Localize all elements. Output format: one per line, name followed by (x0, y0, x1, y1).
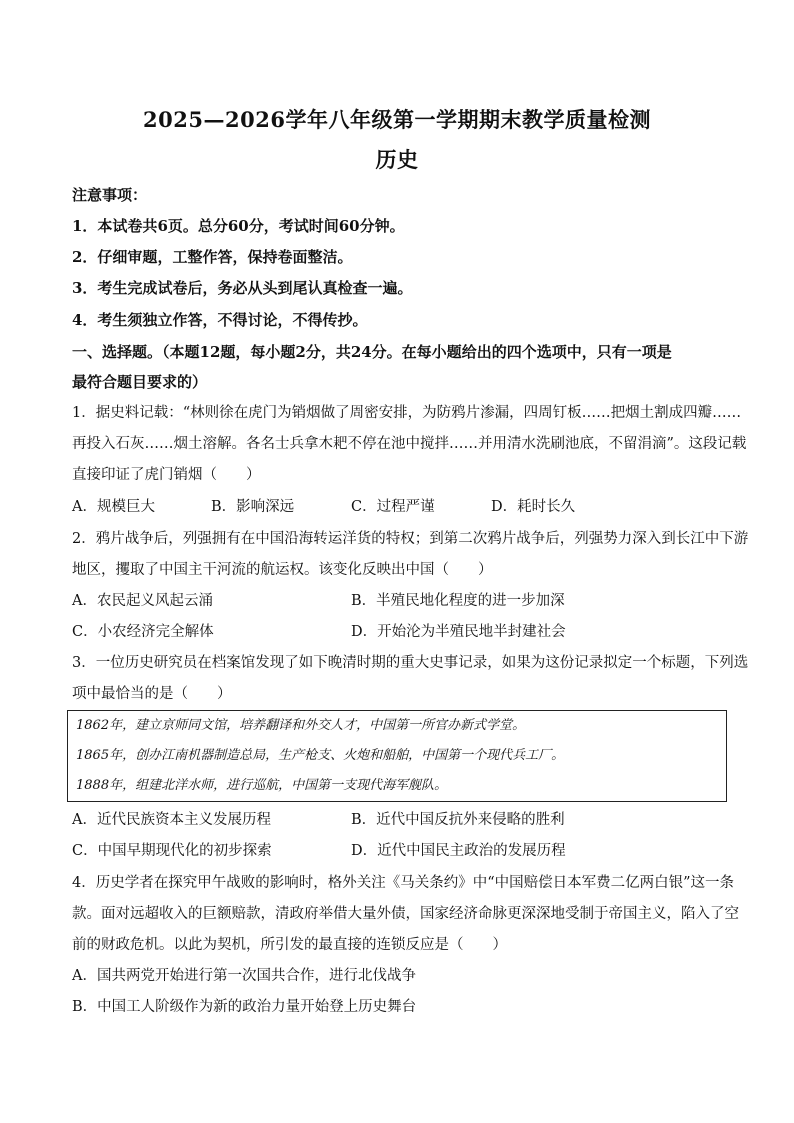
question-3-option-c[interactable]: C．中国早期现代化的初步探索 (72, 843, 272, 859)
question-2-text: 2．鸦片战争后，列强拥有在中国沿海转运洋货的特权；到第二次鸦片战争后，列强势力深入到长江中下游 (72, 531, 749, 547)
notice-item: 3．考生完成试卷后，务必从头到尾认真检查一遍。 (72, 279, 413, 297)
question-4-option-a[interactable]: A．国共两党开始进行第一次国共合作，进行北伐战争 (72, 968, 416, 984)
question-1-text: 直接印证了虎门销烟（ ） (72, 467, 261, 483)
question-2-option-c[interactable]: C．小农经济完全解体 (72, 624, 214, 640)
question-4-text: 款。面对远超收入的巨额赔款，清政府举借大量外债，国家经济命脉更深深地受制于帝国主义，陷入了空 (72, 906, 739, 922)
question-3-option-d[interactable]: D．近代中国民主政治的发展历程 (351, 843, 566, 859)
subject-title: 历史 (375, 147, 419, 172)
question-3-text: 3．一位历史研究员在档案馆发现了如下晚清时期的重大史事记录，如果为这份记录拟定一个标题，下列选 (72, 655, 749, 671)
question-3-option-a[interactable]: A．近代民族资本主义发展历程 (72, 812, 271, 828)
question-1-option-c[interactable]: C．过程严谨 (351, 499, 435, 515)
section-heading-cont: 最符合题目要求的） (72, 373, 208, 391)
question-1-option-a[interactable]: A．规模巨大 (72, 499, 155, 515)
question-3-option-b[interactable]: B．近代中国反抗外来侵略的胜利 (351, 812, 565, 828)
question-1-text: 再投入石灰……烟土溶解。各名士兵拿木耙不停在池中搅拌……并用清水洗刷池底，不留涓滴”。这段记载 (72, 436, 747, 452)
question-4-text: 4．历史学者在探究甲午战败的影响时，格外关注《马关条约》中“中国赔偿日本军费二亿两白银”这一条 (72, 875, 735, 891)
source-record: 1865年，创办江南机器制造总局，生产枪支、火炮和船舶，中国第一个现代兵工厂。 (76, 748, 565, 763)
question-1-text: 1．据史料记载：“林则徐在虎门为销烟做了周密安排，为防鸦片渗漏，四周钉板……把烟土割成四瓣…… (72, 405, 742, 421)
notice-heading: 注意事项： (72, 186, 148, 204)
notice-item: 1．本试卷共6页。总分60分，考试时间60分钟。 (72, 217, 405, 235)
source-record: 1888年，组建北洋水师，进行巡航，中国第一支现代海军舰队。 (76, 778, 448, 793)
question-3-text: 项中最恰当的是（ ） (72, 686, 232, 702)
question-2-text: 地区，攫取了中国主干河流的航运权。该变化反映出中国（ ） (72, 562, 493, 578)
source-record: 1862年，建立京师同文馆，培养翻译和外交人才，中国第一所官办新式学堂。 (76, 718, 526, 733)
question-1-option-b[interactable]: B．影响深远 (211, 499, 295, 515)
question-4-option-b[interactable]: B．中国工人阶级作为新的政治力量开始登上历史舞台 (72, 999, 417, 1015)
question-2-option-d[interactable]: D．开始沦为半殖民地半封建社会 (351, 624, 566, 640)
exam-title: 2025—2026学年八年级第一学期期末教学质量检测 (143, 107, 651, 132)
notice-item: 4．考生须独立作答，不得讨论，不得传抄。 (72, 311, 368, 329)
notice-item: 2．仔细审题，工整作答，保持卷面整洁。 (72, 248, 353, 266)
question-2-option-a[interactable]: A．农民起义风起云涌 (72, 593, 213, 609)
source-material-box (67, 710, 727, 802)
question-4-text: 前的财政危机。以此为契机，所引发的最直接的连锁反应是（ ） (72, 937, 507, 953)
question-1-option-d[interactable]: D．耗时长久 (491, 499, 576, 515)
section-heading: 一、选择题。（本题12题，每小题2分，共24分。在每小题给出的四个选项中，只有一项是 (72, 343, 672, 361)
question-2-option-b[interactable]: B．半殖民地化程度的进一步加深 (351, 593, 565, 609)
